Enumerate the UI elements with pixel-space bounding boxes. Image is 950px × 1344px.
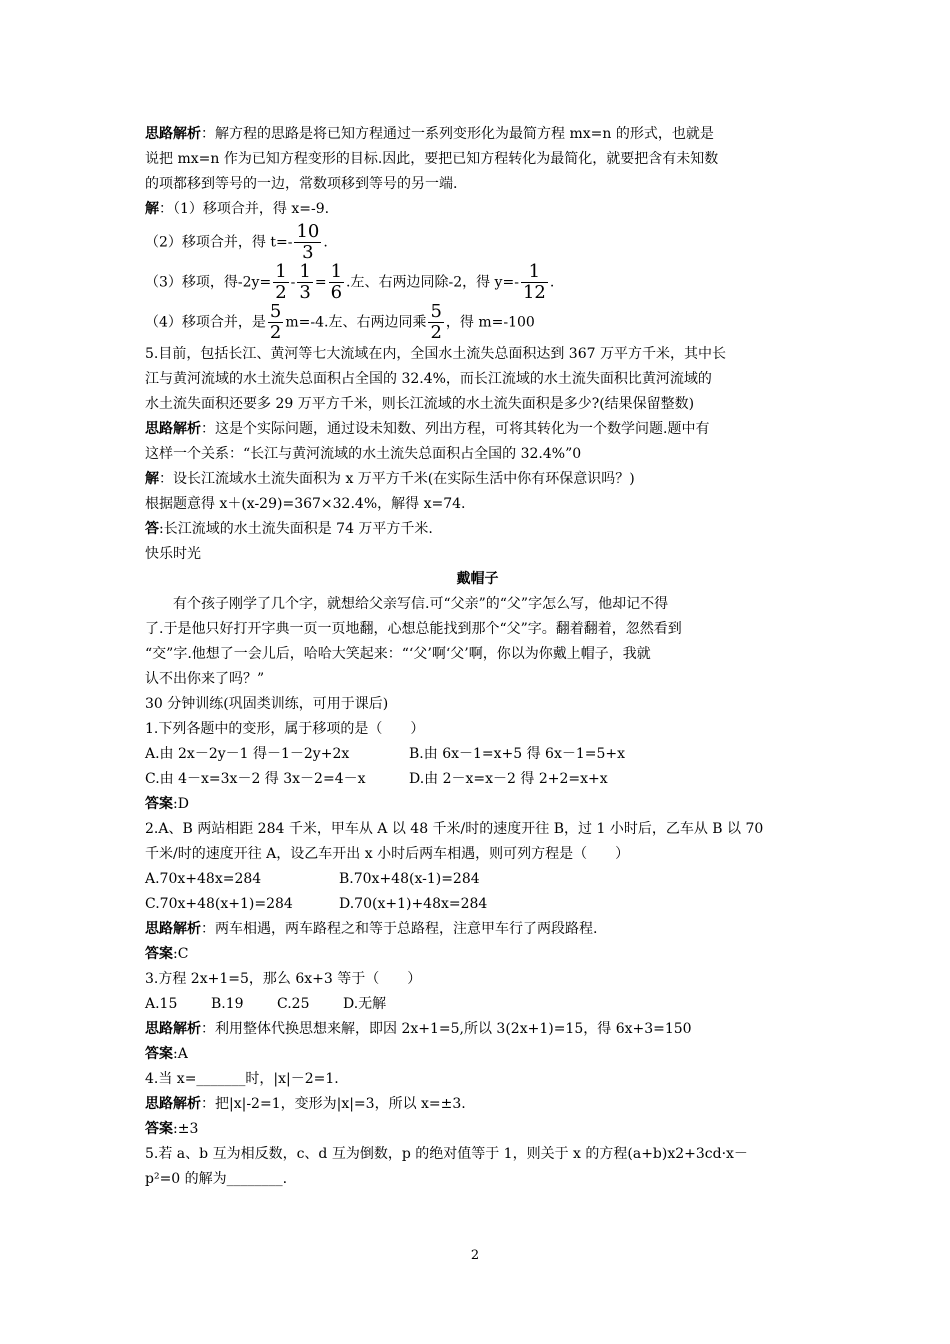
t5-question-line-2: p²=0 的解为________. [145, 1171, 288, 1187]
t1-answer: 答案:D [145, 796, 189, 812]
t2-options-ab: A.70x+48x=284 B.70x+48(x-1)=284 [145, 871, 480, 887]
document-body [145, 122, 810, 1192]
analysis-1-line-2: 说把 mx=n 作为已知方程变形的目标.因此，要把已知方程转化为最简化，就要把含有未知数 [145, 151, 719, 167]
analysis-5-line-1: 思路解析：这是个实际问题，通过设未知数、列出方程，可将其转化为一个数学问题.题中有 [145, 421, 710, 437]
t2-answer: 答案:C [145, 946, 189, 962]
solution-3: （3）移项，得-2y= $\frac{1}{2}$ - $\frac{1}{3}$ = $\frac{1}{6}$ .左、右两边同除-2，得 y=- $\frac{1}{12}$ . [145, 261, 555, 303]
analysis-5-line-2: 这样一个关系：“长江与黄河流域的水土流失总面积占全国的 32.4%”0 [145, 446, 582, 462]
analysis-label: 思路解析 [145, 421, 201, 437]
story-line-3: “交”字.他想了一会儿后，哈哈大笑起来：“‘父’啊‘父’啊，你以为你戴上帽子，我就 [145, 646, 651, 662]
fraction: $\frac{1}{3}$ [299, 261, 311, 303]
t4-question: 4.当 x=_______时，|x|－2=1. [145, 1071, 339, 1087]
page-number: 2 [470, 1248, 480, 1263]
solution-5-line-1: 解：设长江流域水土流失面积为 x 万平方千米(在实际生活中你有环保意识吗？) [145, 471, 635, 487]
t5-question-line-1: 5.若 a、b 互为相反数，c、d 互为倒数，p 的绝对值等于 1，则关于 x 的方程(a+b)x2+3cd·x－ [145, 1146, 748, 1162]
solution-4: （4）移项合并，是 $\frac{5}{2}$ m=-4.左、右两边同乘 $\frac{5}{2}$ ，得 m=-100 [145, 301, 535, 343]
analysis-1-line-3: 的项都移到等号的一边，常数项移到等号的另一端. [145, 176, 458, 192]
t3-analysis: 思路解析：利用整体代换思想来解，即因 2x+1=5,所以 3(2x+1)=15，得 6x+3=150 [145, 1021, 692, 1037]
t1-question: 1.下列各题中的变形，属于移项的是（ ） [145, 721, 425, 737]
fraction: $\frac{10}{3}$ [296, 221, 320, 263]
fraction: $\frac{1}{12}$ [522, 261, 546, 303]
solution-5-line-2: 根据题意得 x＋(x-29)=367×32.4%，解得 x=74. [145, 496, 466, 512]
solution-1: 解：（1）移项合并，得 x=-9. [145, 201, 330, 217]
question-5-line-1: 5.目前，包括长江、黄河等七大流域在内，全国水土流失总面积达到 367 万平方千米，其中长 [145, 346, 726, 362]
section-happy-time: 快乐时光 [145, 546, 201, 562]
t2-question-line-1: 2.A、B 两站相距 284 千米，甲车从 A 以 48 千米/时的速度开往 B，过 1 小时后，乙车从 B 以 70 [145, 821, 764, 837]
section-training: 30 分钟训练(巩固类训练，可用于课后) [145, 696, 389, 712]
analysis-1-line-1: 思路解析：解方程的思路是将已知方程通过一系列变形化为最简方程 mx=n 的形式，也就是 [145, 126, 714, 142]
reply-5: 答:长江流域的水土流失面积是 74 万平方千米. [145, 521, 433, 537]
solution-2: （2）移项合并，得 t=- $\frac{10}{3}$ . [145, 221, 328, 263]
fraction: $\frac{5}{2}$ [269, 301, 282, 343]
t2-analysis: 思路解析：两车相遇，两车路程之和等于总路程，注意甲车行了两段路程. [145, 921, 598, 937]
story-line-1: 有个孩子刚学了几个字，就想给父亲写信.可“父亲”的“父”字怎么写，他却记不得 [173, 596, 669, 612]
reply-label: 答 [145, 521, 159, 537]
t4-answer: 答案:±3 [145, 1121, 199, 1137]
story-line-4: 认不出你来了吗？” [145, 671, 265, 687]
fraction: $\frac{1}{2}$ [275, 261, 287, 303]
t1-options-cd: C.由 4－x=3x－2 得 3x－2=4－x D.由 2－x=x－2 得 2+2=x+x [145, 771, 608, 787]
question-5-line-3: 水土流失面积还要多 29 万平方千米，则长江流域的水土流失面积是多少?(结果保留整数) [145, 396, 695, 412]
t2-options-cd: C.70x+48(x+1)=284 D.70(x+1)+48x=284 [145, 896, 488, 912]
t2-question-line-2: 千米/时的速度开往 A，设乙车开出 x 小时后两车相遇，则可列方程是（ ） [145, 846, 630, 862]
solution-label: 解 [145, 201, 159, 217]
analysis-label: 思路解析 [145, 126, 201, 142]
t3-answer: 答案:A [145, 1046, 188, 1062]
story-line-2: 了.于是他只好打开字典一页一页地翻，心想总能找到那个“父”字。翻着翻着，忽然看到 [145, 621, 682, 637]
fraction: $\frac{1}{6}$ [330, 261, 343, 303]
solution-label: 解 [145, 471, 159, 487]
t1-options-ab: A.由 2x－2y－1 得－1－2y+2x B.由 6x－1=x+5 得 6x－1=5+x [145, 746, 626, 762]
t3-options: A.15 B.19 C.25 D.无解 [145, 996, 387, 1012]
story-title: 戴帽子 [456, 571, 499, 587]
question-5-line-2: 江与黄河流域的水土流失总面积占全国的 32.4%，而长江流域的水土流失面积比黄河流域的 [145, 371, 712, 387]
t3-question: 3.方程 2x+1=5，那么 6x+3 等于（ ） [145, 971, 422, 987]
t4-analysis: 思路解析：把|x|-2=1，变形为|x|=3，所以 x=±3. [145, 1096, 466, 1112]
fraction: $\frac{5}{2}$ [430, 301, 442, 343]
